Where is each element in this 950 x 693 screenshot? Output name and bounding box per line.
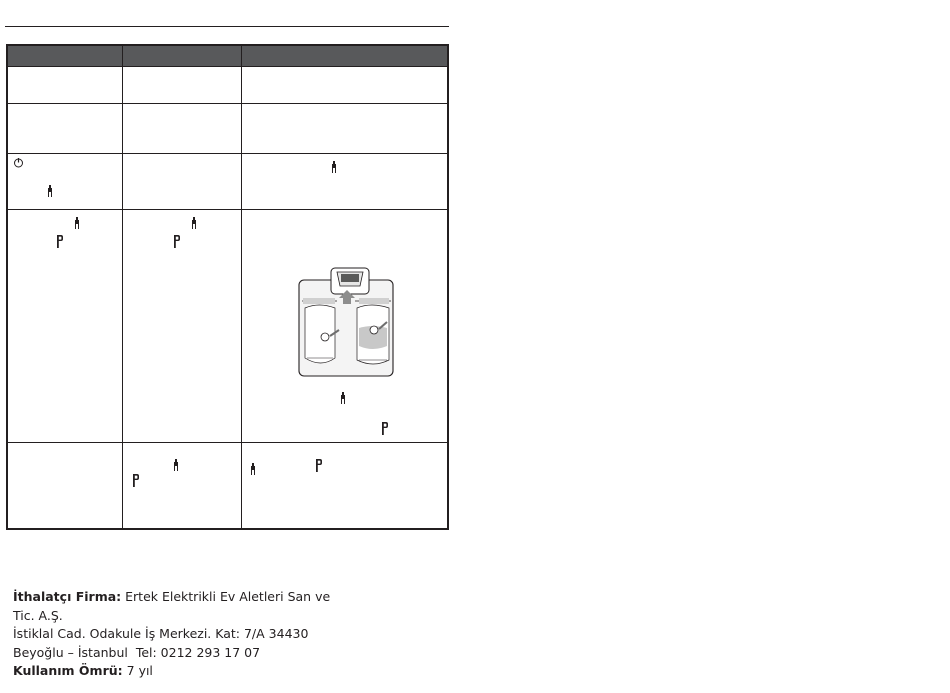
column-divider [122, 46, 123, 528]
brush-head-icon [191, 217, 197, 229]
row-divider [8, 442, 447, 443]
device-illustration [297, 266, 396, 378]
column-divider [241, 46, 242, 528]
lifetime-line [13, 662, 343, 681]
brush-head-icon [250, 463, 256, 475]
importer-info [13, 588, 343, 681]
brush-head-icon [340, 392, 346, 404]
importer-city: Beyoğlu – İstanbul [13, 644, 128, 660]
row-divider [8, 153, 447, 154]
power-icon [13, 157, 24, 168]
row-divider [8, 103, 447, 104]
brush-head-icon [47, 185, 53, 197]
row-divider [8, 66, 447, 67]
brush-head-icon [331, 161, 337, 173]
pressure-p-icon [316, 459, 322, 472]
brush-head-icon [74, 217, 80, 229]
pressure-p-icon [382, 422, 388, 435]
row-divider [8, 209, 447, 210]
importer-address: İstiklal Cad. Odakule İş Merkezi. Kat: 7/A 34430 [13, 626, 309, 641]
lifetime-label: Kullanım Ömrü: [13, 663, 123, 678]
pressure-p-icon [133, 474, 139, 487]
importer-phone: Tel: 0212 293 17 07 [135, 644, 261, 660]
importer-line [13, 588, 343, 607]
importer-name-cont: Tic. A.Ş. [13, 607, 63, 623]
importer-contact [13, 644, 343, 663]
top-rule [5, 26, 449, 27]
pressure-p-icon [57, 235, 63, 248]
pressure-p-icon [174, 235, 180, 248]
lifetime-value: 7 yıl [126, 663, 153, 678]
importer-label: İthalatçı Firma: [13, 589, 122, 604]
brush-head-icon [173, 459, 179, 471]
importer-name: Ertek Elektrikli Ev Aletleri San ve [125, 589, 331, 604]
troubleshooting-table [6, 44, 449, 530]
table-header [8, 46, 447, 66]
